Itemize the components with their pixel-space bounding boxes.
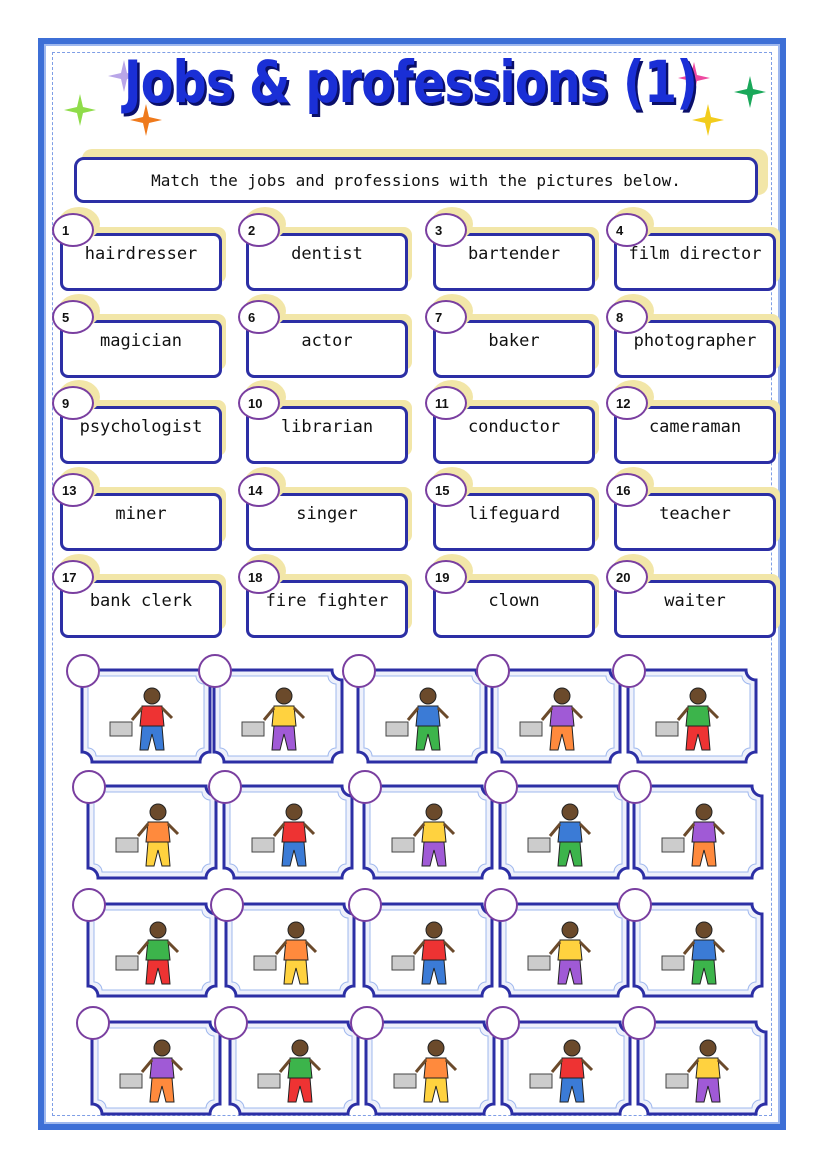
job-box	[246, 569, 408, 638]
job-box	[433, 309, 595, 378]
job-label: actor	[301, 331, 353, 351]
person-figure	[658, 798, 738, 870]
job-label: teacher	[659, 504, 731, 524]
job-box	[614, 569, 776, 638]
job-box	[433, 482, 595, 551]
conductor-picture	[90, 1020, 222, 1116]
answer-circle[interactable]	[348, 770, 382, 804]
job-box	[614, 222, 776, 291]
answer-circle[interactable]	[76, 1006, 110, 1040]
job-label: photographer	[633, 331, 757, 351]
lifeguard-picture	[626, 668, 758, 764]
answer-circle[interactable]	[484, 770, 518, 804]
job-label: baker	[488, 331, 540, 351]
job-box	[246, 309, 408, 378]
photographer-picture	[80, 668, 212, 764]
job-label: hairdresser	[84, 244, 198, 264]
job-label: bartender	[467, 244, 561, 264]
person-figure	[112, 916, 192, 988]
waiter-picture	[356, 668, 488, 764]
teacher-picture	[636, 1020, 768, 1116]
film-director-picture	[498, 784, 630, 880]
job-number: 5	[52, 300, 94, 334]
job-box	[246, 395, 408, 464]
job-number: 18	[238, 560, 280, 594]
person-figure	[390, 1034, 470, 1106]
answer-circle[interactable]	[484, 888, 518, 922]
job-label: clown	[488, 591, 540, 611]
bank-clerk-picture	[632, 784, 764, 880]
cameraman-picture	[86, 902, 218, 998]
job-number: 7	[425, 300, 467, 334]
person-figure	[652, 682, 732, 754]
person-figure	[106, 682, 186, 754]
miner-picture	[364, 1020, 496, 1116]
job-number: 3	[425, 213, 467, 247]
person-figure	[524, 798, 604, 870]
answer-circle[interactable]	[214, 1006, 248, 1040]
answer-circle[interactable]	[348, 888, 382, 922]
job-label: cameraman	[648, 417, 742, 437]
baker-picture	[212, 668, 344, 764]
person-figure	[658, 916, 738, 988]
answer-circle[interactable]	[622, 1006, 656, 1040]
job-label: librarian	[280, 417, 374, 437]
answer-circle[interactable]	[350, 1006, 384, 1040]
job-box	[60, 309, 222, 378]
job-box	[60, 482, 222, 551]
job-box	[246, 222, 408, 291]
person-figure	[116, 1034, 196, 1106]
page-title: Jobs & professions (1)	[123, 48, 698, 116]
job-label: miner	[115, 504, 167, 524]
person-figure	[382, 682, 462, 754]
actor-picture	[498, 902, 630, 998]
job-label: film director	[628, 244, 762, 264]
person-figure	[516, 682, 596, 754]
answer-circle[interactable]	[618, 888, 652, 922]
bartender-picture	[224, 902, 356, 998]
answer-circle[interactable]	[66, 654, 100, 688]
person-figure	[524, 916, 604, 988]
instruction-box: Match the jobs and professions with the pictures below.	[74, 157, 758, 203]
job-label: singer	[296, 504, 358, 524]
answer-circle[interactable]	[476, 654, 510, 688]
job-label: bank clerk	[89, 591, 193, 611]
job-number: 11	[425, 386, 467, 420]
job-number: 8	[606, 300, 648, 334]
job-box	[614, 482, 776, 551]
person-figure	[254, 1034, 334, 1106]
answer-circle[interactable]	[618, 770, 652, 804]
job-label: conductor	[467, 417, 561, 437]
clown-picture	[490, 668, 622, 764]
answer-circle[interactable]	[72, 770, 106, 804]
job-number: 19	[425, 560, 467, 594]
job-box	[433, 222, 595, 291]
job-number: 12	[606, 386, 648, 420]
person-figure	[388, 798, 468, 870]
job-box	[60, 222, 222, 291]
job-number: 4	[606, 213, 648, 247]
person-figure	[526, 1034, 606, 1106]
answer-circle[interactable]	[486, 1006, 520, 1040]
job-box	[60, 569, 222, 638]
answer-circle[interactable]	[198, 654, 232, 688]
job-label: waiter	[664, 591, 726, 611]
job-number: 9	[52, 386, 94, 420]
person-figure	[388, 916, 468, 988]
answer-circle[interactable]	[342, 654, 376, 688]
job-box	[614, 395, 776, 464]
job-number: 10	[238, 386, 280, 420]
answer-circle[interactable]	[210, 888, 244, 922]
job-label: dentist	[291, 244, 363, 264]
librarian-picture	[86, 784, 218, 880]
job-number: 16	[606, 473, 648, 507]
job-label: fire fighter	[265, 591, 389, 611]
job-box	[433, 395, 595, 464]
answer-circle[interactable]	[72, 888, 106, 922]
job-number: 20	[606, 560, 648, 594]
job-number: 17	[52, 560, 94, 594]
psychologist-picture	[228, 1020, 360, 1116]
job-box	[614, 309, 776, 378]
person-figure	[662, 1034, 742, 1106]
fire-fighter-picture	[362, 902, 494, 998]
job-box	[433, 569, 595, 638]
job-box	[60, 395, 222, 464]
job-label: psychologist	[79, 417, 203, 437]
magician-picture	[222, 784, 354, 880]
job-box	[246, 482, 408, 551]
dentist-picture	[632, 902, 764, 998]
person-figure	[112, 798, 192, 870]
person-figure	[250, 916, 330, 988]
answer-circle[interactable]	[208, 770, 242, 804]
answer-circle[interactable]	[612, 654, 646, 688]
job-number: 2	[238, 213, 280, 247]
job-label: magician	[100, 331, 182, 351]
job-number: 15	[425, 473, 467, 507]
person-figure	[238, 682, 318, 754]
job-number: 6	[238, 300, 280, 334]
job-number: 14	[238, 473, 280, 507]
job-label: lifeguard	[467, 504, 561, 524]
person-figure	[248, 798, 328, 870]
singer-picture	[362, 784, 494, 880]
hairdresser-picture	[500, 1020, 632, 1116]
job-number: 1	[52, 213, 94, 247]
job-number: 13	[52, 473, 94, 507]
